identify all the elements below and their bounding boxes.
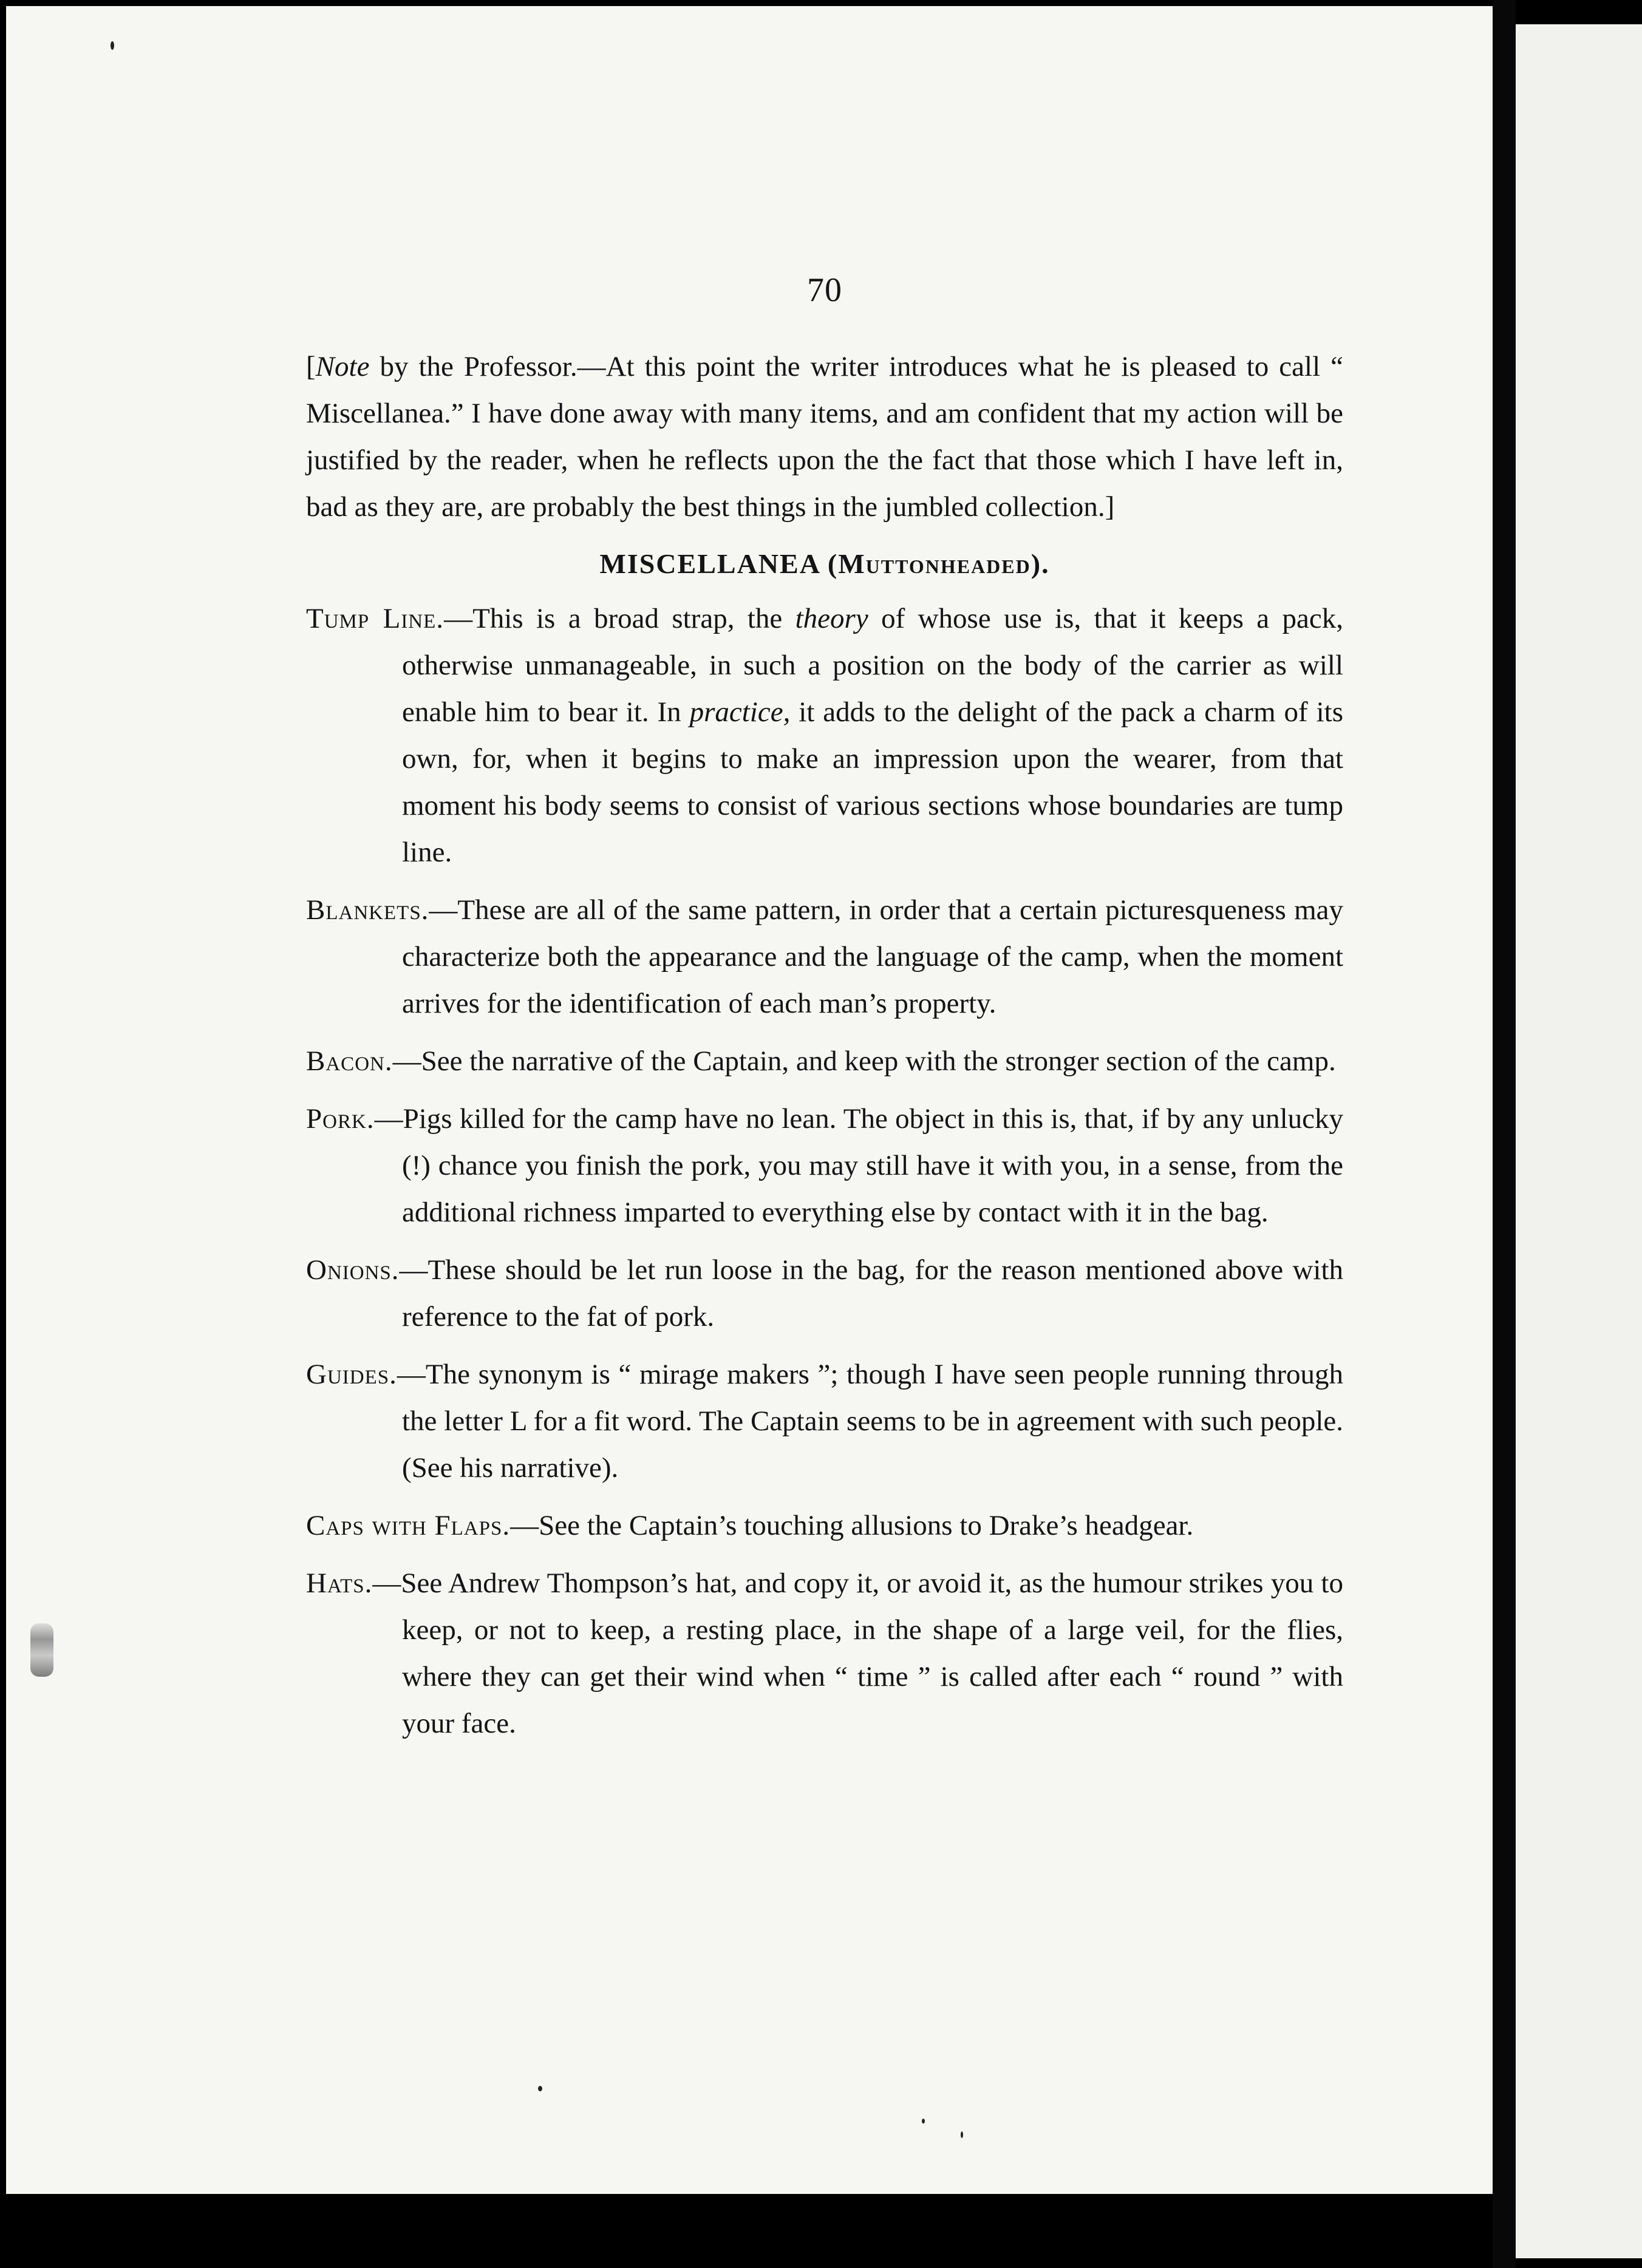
paper-speck [111, 41, 114, 50]
entry-text: —See the Captain’s touching allusions to Drake’s headgear. [510, 1510, 1194, 1541]
facing-page-edge [1516, 24, 1642, 2258]
binding-mark [30, 1623, 53, 1677]
note-word: Note [315, 351, 370, 382]
entry-onions [306, 1247, 1343, 1340]
book-page [6, 6, 1493, 2194]
heading-small-caps: Muttonheaded [838, 548, 1031, 579]
note-open-bracket: [ [306, 351, 316, 382]
entry-caps-with-flaps [306, 1502, 1343, 1549]
miscellanea-heading [306, 540, 1343, 587]
heading-main: MISCELLANEA ( [599, 548, 839, 579]
note-body: by the Professor.—At this point the writer introduces what he is pleased to call “ Miscellanea.” I have done away with many items, and am confident that my action will be justified by the reader, when he reflects upon the the fact that those which I have left in, bad as they are, are probably the best things in the jumbled collection.] [306, 351, 1343, 523]
paper-speck [961, 2131, 963, 2138]
entry-blankets [306, 887, 1343, 1027]
entry-pork [306, 1096, 1343, 1236]
paper-speck [538, 2086, 542, 2091]
entry-text: —These are all of the same pattern, in order that a certain picturesqueness may characterize both the appearance and the language of the camp, when the moment arrives for the identification of each man’s property. [402, 894, 1343, 1019]
page-number: 70 [807, 271, 842, 309]
entry-tump-line [306, 596, 1343, 876]
entry-italic-text: theory [795, 603, 868, 634]
entry-text: —These should be let run loose in the bag, for the reason mentioned above with reference to the fat of pork. [399, 1254, 1343, 1333]
entry-term: Hats. [306, 1567, 373, 1599]
entry-text: —See the narrative of the Captain, and keep with the stronger section of the camp. [392, 1045, 1336, 1077]
professor-note [306, 344, 1343, 531]
entry-text: it adds to the delight of the pack a charm of its own, for, when it begins to make an impression upon the wearer, from that moment his body seems to consist of various sections whose boundaries are tump line. [402, 696, 1343, 868]
entry-term: Caps with Flaps. [306, 1510, 511, 1541]
entry-term: Guides. [306, 1359, 397, 1390]
book-gutter-shadow [1493, 0, 1516, 2268]
entry-term: Onions. [306, 1254, 400, 1286]
entry-text: —This is a broad strap, the [444, 603, 795, 634]
entry-term: Pork. [306, 1103, 375, 1135]
page-text [306, 261, 1343, 1758]
entry-guides [306, 1351, 1343, 1492]
entry-term: Bacon. [306, 1045, 393, 1077]
heading-close: ). [1031, 548, 1050, 579]
entry-term: Tump Line. [306, 603, 445, 634]
entry-italic-text: practice, [689, 696, 791, 728]
entry-bacon [306, 1038, 1343, 1085]
entry-text: —The synonym is “ mirage makers ”; though I have seen people running through the letter L for a fit word. The Captain seems to be in agreement with such people. (See his narrative). [397, 1359, 1343, 1484]
paper-speck [922, 2119, 925, 2124]
entry-hats [306, 1560, 1343, 1747]
entry-text: —Pigs killed for the camp have no lean. The object in this is, that, if by any unlucky (!) chance you finish the pork, you may still have it with you, in a sense, from the additional richness imparted to everything else by contact with it in the bag. [374, 1103, 1343, 1228]
entry-text: —See Andrew Thompson’s hat, and copy it, or avoid it, as the humour strikes you to keep, or not to keep, a resting place, in the shape of a large veil, for the flies, where they can get their wind when “ time ” is called after each “ round ” with your face. [372, 1567, 1343, 1739]
entry-term: Blankets. [306, 894, 429, 926]
entry-text: of whose use is, that it keeps a pack, otherwise unmanageable, in such a position on the body of the carrier as will enable him to bear it. In [402, 603, 1344, 728]
